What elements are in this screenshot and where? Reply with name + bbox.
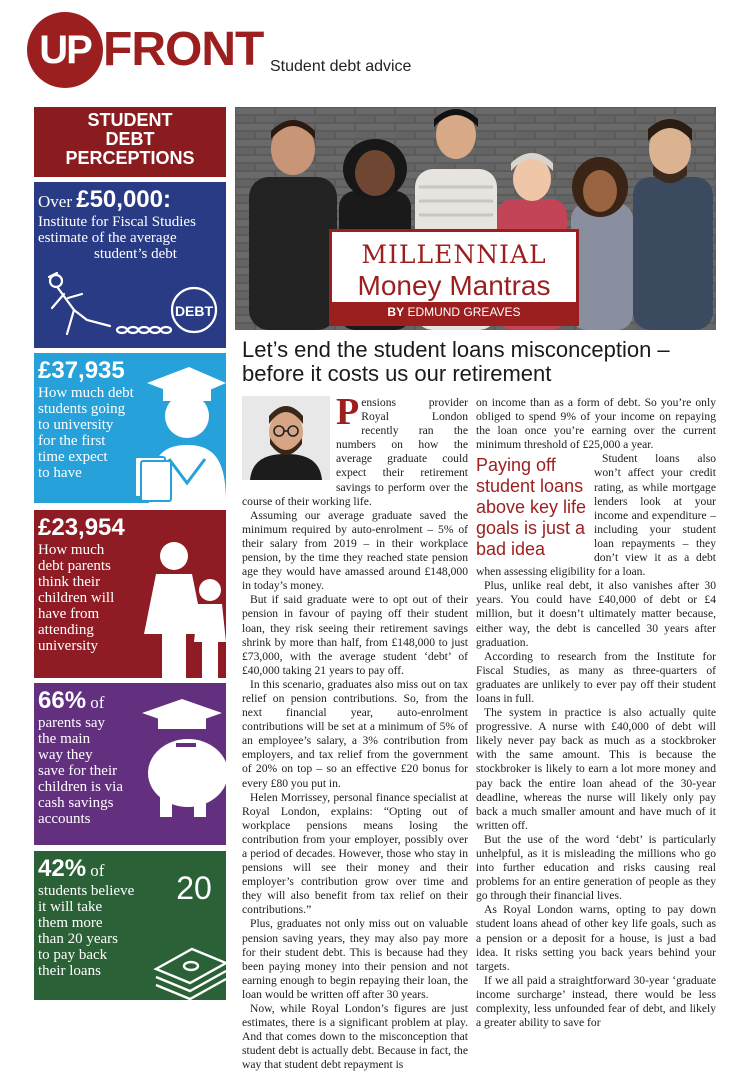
sidebar (34, 107, 226, 1000)
stat-text: students believe (38, 883, 135, 899)
stat-text: to university (38, 417, 114, 433)
stat-text: accounts (38, 811, 91, 827)
stat-suffix: of (86, 693, 105, 712)
stat-lead: Over (38, 192, 77, 211)
stat-text: think their (38, 574, 101, 590)
stat-value: £37,935 (38, 357, 125, 384)
stat-value: 42% (38, 855, 87, 882)
sidebar-title-line: DEBT (105, 129, 155, 149)
byline-author: EDMUND GREAVES (407, 305, 521, 319)
pull-quote: Paying off student loans above key life goals is just a bad idea (476, 455, 587, 560)
feature-title-line2: Money Mantras (357, 270, 551, 301)
stat-text: Institute for Fiscal Studies (38, 214, 196, 230)
stat-text: their loans (38, 963, 101, 979)
author-portrait (242, 396, 330, 480)
article-column-2 (476, 396, 716, 1030)
article-paragraph: Student loans also won’t affect your credit rating, as while mortgage lenders look at your income and expenditure – including your student loan repayments – they don’t view it as a debt when assessing eligibility for a loan. (476, 452, 716, 579)
article-column-1 (242, 391, 469, 1072)
logo-up: UP (39, 28, 91, 72)
stat-panel-66-percent (34, 683, 226, 845)
stat-text: university (38, 638, 98, 654)
stat-text: time expect (38, 449, 108, 465)
sidebar-title-line: STUDENT (87, 110, 173, 130)
stat-text: for the first (38, 433, 106, 449)
logo-front: FRONT (103, 23, 264, 76)
drop-cap: P (336, 391, 360, 433)
stat-text: children will (38, 590, 115, 606)
feature-title-line1: MILLENNIAL (361, 240, 547, 269)
article-headline: Let’s end the student loans misconception – before it costs us our retirement (242, 337, 670, 386)
stat-text: attending (38, 622, 94, 638)
graduate-student-icon (129, 361, 226, 503)
stat-suffix: of (86, 861, 105, 880)
stat-text: How much debt (38, 385, 134, 401)
stat-text: estimate of the average (38, 230, 177, 246)
article-paragraph: on income than as a form of debt. So you’re only obliged to spend 9% of your income on repaying the loan once you’re earning over the current minimum threshold of £25,000 a year. (476, 396, 716, 452)
stat-text: to pay back (38, 947, 108, 963)
article-paragraph: Now, while Royal London’s figures are just estimates, there is a significant problem at play. And that comes down to the misconception that student debt is actually debt. Because in fact, the way that student debt repayment is (242, 1002, 469, 1072)
stat-value: £23,954 (38, 514, 125, 541)
article-paragraph: If we all paid a straightforward 30-year ‘graduate income surcharge’ instead, there would be less complexity, less unfounded fear of debt, and likely a greater ability to save for (476, 973, 716, 1030)
stat-panel-42-percent (34, 851, 226, 1000)
stat-text: it will take (38, 899, 103, 915)
article-paragraph: But the use of the word ‘debt’ is particularly unhelpful, as it is misleading the millions who go into further education and risks causing real problems for an entire generation of people as they go through their financial lives. (476, 832, 716, 903)
article-paragraph: Helen Morrissey, personal finance specialist at Royal London, explains: “Opting out of workplace pensions means losing the contribution from your employer, possibly over a period of decades. However, those who stay in pensions will see their money and their employer’s contribution grow over time and they will also benefit from tax relief on their contributions.” (242, 790, 468, 917)
stat-text: student’s debt (94, 246, 177, 262)
byline (332, 302, 576, 323)
article-paragraph: According to research from the Institute for Fiscal Studies, as many as three-quarters of graduates are unlikely to ever pay off their student loans in full. (476, 649, 716, 705)
piggy-bank-icon (132, 697, 226, 817)
section-label: Student debt advice (270, 58, 412, 75)
stat-text: than 20 years (38, 931, 118, 947)
stat-text: the main (38, 731, 91, 747)
stat-text: How much (38, 542, 105, 558)
article-paragraph: As Royal London warns, opting to pay down student loans ahead of other key life goals, such as a pension or a deposit for a house, is just a bad idea. It risks setting you back years behind your targets. (476, 903, 716, 973)
stat-value: £50,000: (76, 186, 171, 213)
sidebar-title (34, 107, 226, 177)
stat-text: students going (38, 401, 126, 417)
article-paragraph: Assuming our average graduate saved the minimum required by auto-enrolment – 5% of their salary from 2019 – in their workplace pension, by the time they reached state pension age they would have amassed around £148,000 in today’s money. (242, 508, 468, 593)
sidebar-title-line: PERCEPTIONS (65, 148, 195, 168)
article-paragraph: Plus, graduates not only miss out on valuable pension saving years, they may also pay more for their student debt. This is because had they been paying money into their pension and not earning enough to begin repaying their loan, the loan would be written off after 30 years. (242, 917, 468, 1001)
stat-text: debt parents (38, 558, 111, 574)
article-paragraph: But if said graduate were to opt out of their pension in favour of paying off their student loan, they risk seeing their retirement savings shrink by more than half, from £148,000 to just £73,000, with the average student ‘debt’ of £40,000 taking 21 years to pay off. (242, 593, 468, 677)
stat-text: have from (38, 606, 100, 622)
stat-text: save for their (38, 763, 118, 779)
stat-text: to have (38, 465, 82, 481)
money-stack-icon (142, 865, 226, 1000)
stat-text: them more (38, 915, 103, 931)
article-paragraph: Plus, unlike real debt, it also vanishes after 30 years. You could have £40,000 of debt or £4 million, but it doesn’t ultimately matter because, either way, the debt is cancelled 30 years after graduation. (476, 579, 716, 649)
parent-and-child-icon (134, 538, 226, 678)
lead-text: ensions provider Royal London recently ran the numbers on how the average graduate could expect their retirement savings to perform over the course of their working life. (242, 396, 468, 508)
twenty-years-label: 20 (176, 870, 212, 906)
stat-text: parents say (38, 715, 106, 731)
stat-text: cash savings (38, 795, 114, 811)
article-paragraph: In this scenario, graduates also miss out on tax relief on pension contributions. So, from the next financial year, auto-enrolment contributions will be set at a minimum of 5% of an employee’s salary, a 3% contribution from employers, and tax relief from the government of 20% on top – so an effective £20 bonus for every £80 you put in. (242, 677, 468, 790)
stat-panel-23954 (34, 510, 226, 678)
debt-ball-label: DEBT (174, 303, 214, 319)
stat-text: way they (38, 747, 93, 763)
stat-text: children is via (38, 779, 123, 795)
article-paragraph: The system in practice is also actually quite progressive. A nurse with £40,000 of debt will likely never pay back as much as a stockbroker with the same amount. This is because the stockbroker is likely to earn a lot more money and pay back the entire loan ahead of the 30-year deadline, whereas the nurse will likely only pay back a much smaller amount and have much of it written off. (476, 706, 716, 832)
stat-panel-fifty-thousand (34, 182, 226, 348)
feature-title-card (329, 229, 579, 326)
stat-value: 66% (38, 687, 87, 714)
byline-prefix: BY (387, 305, 405, 319)
page-header (0, 0, 750, 105)
stat-panel-37935 (34, 353, 226, 503)
